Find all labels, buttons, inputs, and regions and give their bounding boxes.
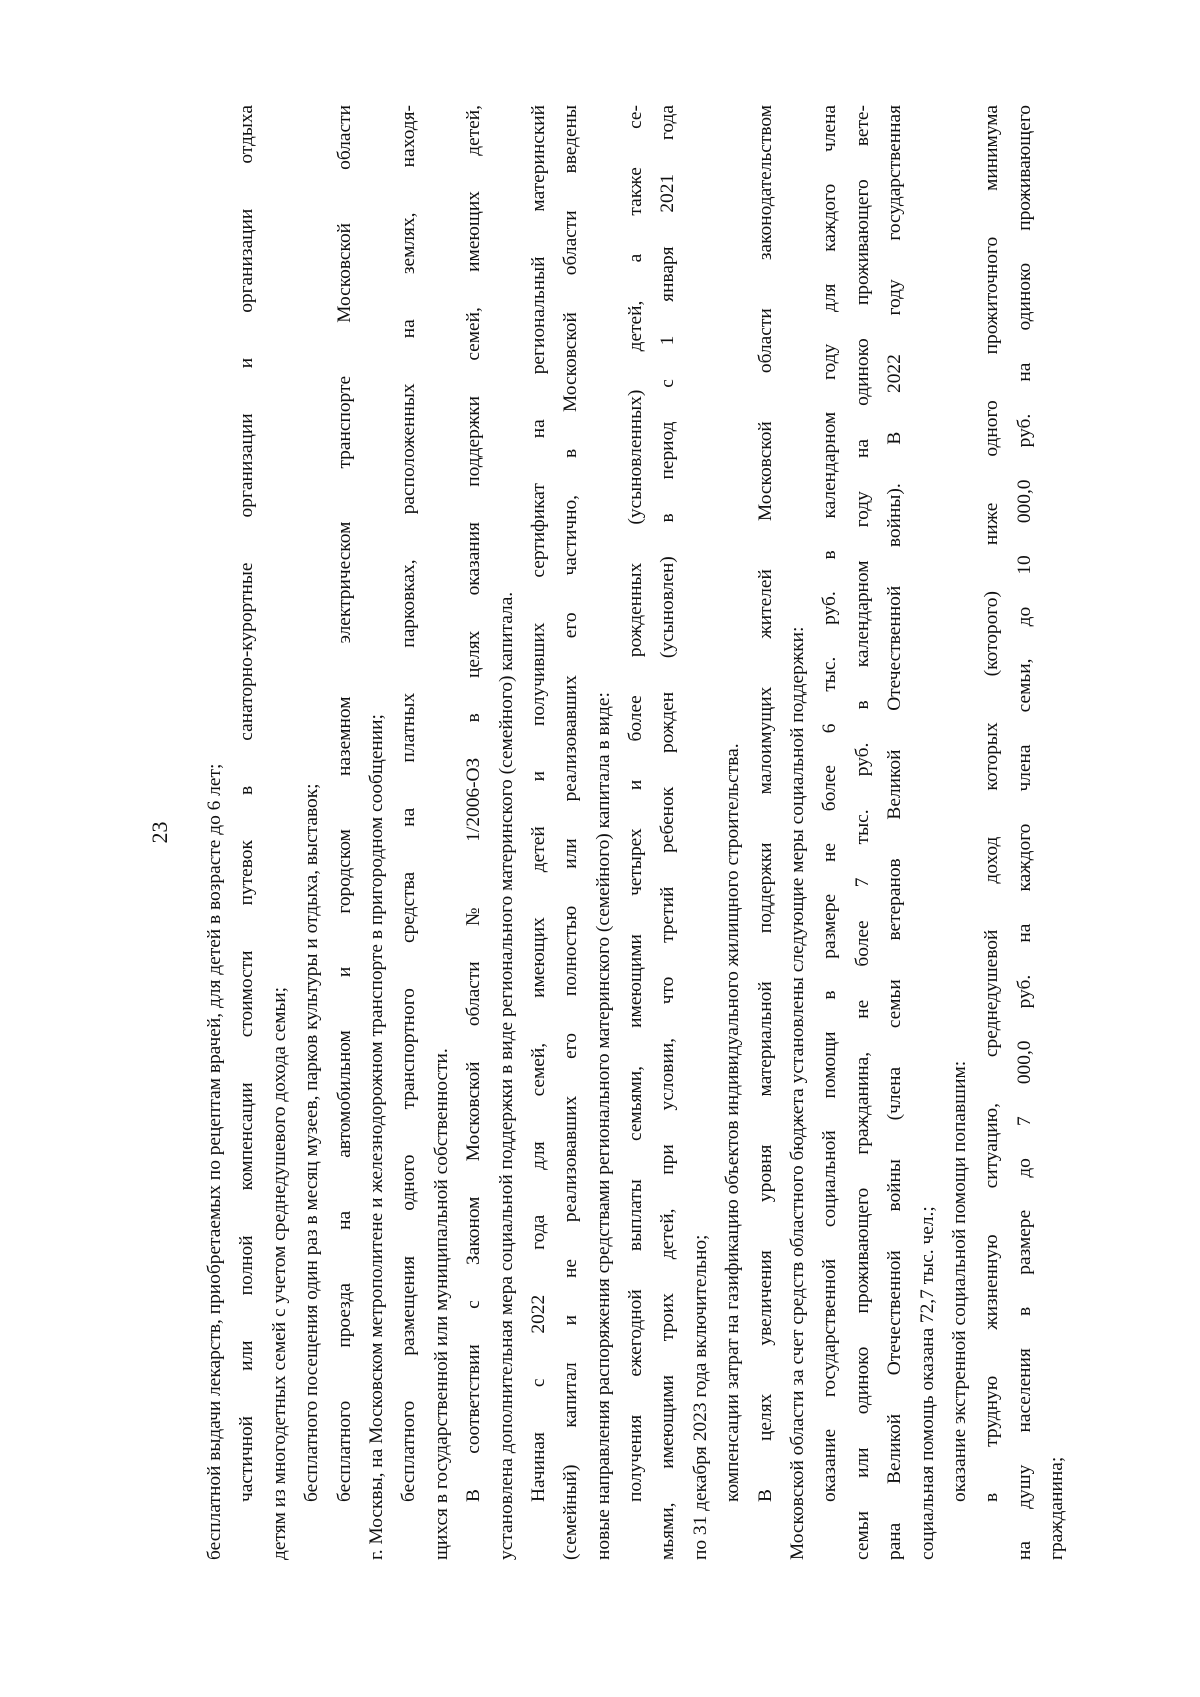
body-text: [145, 105, 1074, 1560]
text-line: семьи или одиноко проживающего гражданина, не более 7 тыс. руб. в календарном году на одиноко проживающего вете-: [851, 105, 873, 1560]
text-line: Начиная с 2022 года для семей, имеющих детей и получивших сертификат на региональный материнский: [527, 105, 549, 1502]
text-line: г. Москвы, на Московском метрополитене и железнодорожном транспорте в пригородном сообщении;: [365, 714, 387, 1560]
text-line: компенсации затрат на газификацию объектов индивидуального жилищного строительства.: [722, 743, 744, 1502]
text-line: бесплатного размещения одного транспортного средства на платных парковках, расположенных на землях, находя-: [398, 105, 420, 1502]
text-line: установлена дополнительная мера социальной поддержки в виде регионального материнского (семейного) капитала.: [495, 591, 517, 1560]
text-line: оказание государственной социальной помощи в размере не более 6 тыс. руб. в календарном году для каждого члена: [819, 105, 841, 1502]
text-line: детям из многодетных семей с учетом среднедушевого дохода семьи;: [268, 986, 290, 1560]
text-line: социальная помощь оказана 72,7 тыс. чел.;: [916, 1206, 938, 1560]
text-line: В соответствии с Законом Московской области № 1/2006-ОЗ в целях оказания поддержки семей, имеющих детей,: [463, 105, 485, 1502]
text-line: в трудную жизненную ситуацию, среднедушевой доход которых (которого) ниже одного прожиточного минимума: [981, 105, 1003, 1502]
text-line: щихся в государственной или муниципальной собственности.: [430, 1048, 452, 1560]
text-line: мьями, имеющими троих детей, при условии, что третий ребенок рожден (усыновлен) в период с 1 января 2021 года: [657, 105, 679, 1560]
text-line: (семейный) капитал и не реализовавших его полностью или реализовавших его частично, в Московской области введены: [560, 105, 582, 1560]
text-line: новые направления распоряжения средствами регионального материнского (семейного) капитала в виде:: [592, 692, 614, 1560]
text-line: В целях увеличения уровня материальной поддержки малоимущих жителей Московской области законодательством: [754, 105, 776, 1502]
paragraph-lines: [199, 105, 1074, 1560]
text-line: получения ежегодной выплаты семьями, имеющими четырех и более рожденных (усыновленных) детей, а также се-: [625, 105, 647, 1502]
page-number: 23: [147, 821, 172, 844]
text-line: бесплатного проезда на автомобильном и городском наземном электрическом транспорте Московской области: [333, 105, 355, 1502]
text-line: частичной или полной компенсации стоимости путевок в санаторно-курортные организации и организации отдыха: [236, 105, 258, 1502]
text-line: оказание экстренной социальной помощи попавшим:: [948, 1060, 970, 1502]
text-line: рана Великой Отечественной войны (члена семьи ветеранов Великой Отечественной войны). В 2022 году государственная: [884, 105, 906, 1560]
text-line: гражданина;: [1046, 1456, 1068, 1560]
text-line: бесплатного посещения один раз в месяц музеев, парков культуры и отдыха, выставок;: [301, 783, 323, 1502]
text-line: бесплатной выдачи лекарств, приобретаемых по рецептам врачей, для детей в возрасте до 6 лет;: [204, 763, 225, 1560]
text-line: Московской области за счет средств областного бюджета установлены следующие меры социальной поддержки:: [787, 626, 809, 1560]
text-line: на душу населения в размере до 7 000,0 руб. на каждого члена семьи, до 10 000,0 руб. на одиноко проживающего: [1013, 105, 1035, 1560]
text-line: по 31 декабря 2023 года включительно;: [689, 1234, 711, 1560]
